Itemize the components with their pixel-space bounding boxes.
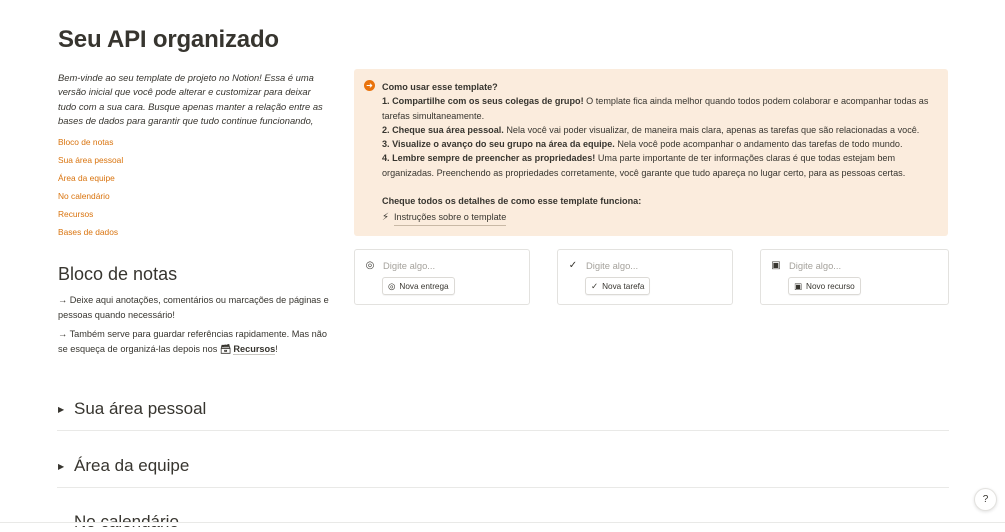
resources-mention-icon: 🗃 — [219, 343, 232, 354]
resources-input[interactable] — [769, 260, 841, 271]
notes-heading: Bloco de notas — [58, 264, 178, 284]
resources-card — [760, 249, 949, 305]
target-icon: ◎ — [365, 260, 375, 271]
callout-details — [382, 194, 936, 208]
callout-item-2-bold: 2. Cheque sua área pessoal. — [382, 124, 504, 135]
callout-item-2-text: Nela você vai poder visualizar, de maneira mais clara, apenas as tarefas que são relacionadas a você. — [503, 124, 920, 135]
callout-item-1 — [382, 94, 936, 123]
notes-paragraph-1: → Deixe aqui anotações, comentários ou marcações de páginas e pessoas quando necessário! — [58, 295, 329, 320]
target-icon: ◎ — [388, 280, 396, 291]
callout-item-4-text: Uma parte importante de ter informações claras é que todas estejam bem organizadas. Preenchendo as propriedades corretamente, você garante que tudo apareça no lugar certo, para as pessoas certas. — [382, 153, 906, 178]
window-bottom-edge — [0, 522, 1005, 526]
triangle-right-icon[interactable]: ▶ — [58, 404, 65, 414]
divider — [57, 487, 949, 488]
new-resource-button[interactable] — [788, 277, 861, 295]
new-resource-label: Novo recurso — [806, 281, 855, 291]
new-deliverable-button[interactable] — [382, 277, 455, 295]
new-deliverable-label: Nova entrega — [399, 281, 449, 291]
divider — [57, 430, 949, 431]
callout-title-text: Como usar esse template? — [382, 82, 498, 92]
notes-paragraph-2-suffix: ! — [275, 343, 278, 354]
toggle-title: Sua área pessoal — [74, 399, 207, 418]
callout-item-1-text: O template fica ainda melhor quando todos podem colaborar e acompanhar todas as tarefas simultaneamente. — [382, 96, 929, 121]
toc-link-no-calendario[interactable]: No calendário — [58, 191, 110, 201]
deliverables-card — [354, 249, 530, 305]
toc-link-bases-de-dados[interactable]: Bases de dados — [58, 227, 119, 237]
toc-link-area-da-equipe[interactable]: Área da equipe — [58, 173, 115, 183]
notes-paragraph-2-text: → Também serve para guardar referências rapidamente. Mas não se esqueça de organizá-las depois nos — [58, 329, 327, 354]
lightning-icon: ⚡ — [382, 211, 390, 223]
deliverables-placeholder: Digite algo... — [383, 260, 436, 271]
intro-text: Bem-vinde ao seu template de projeto no Notion! Essa é uma versão inicial que você pode alterar e customizar para deixar tudo com a sua cara. Busque apenas manter a relação entre as bases de dados para garantir que tudo continue funcionando, — [58, 72, 323, 127]
callout-item-4 — [382, 151, 936, 180]
table-of-contents — [58, 136, 258, 244]
callout-item-2 — [382, 123, 936, 137]
arrow-circle-icon: ➜ — [364, 80, 375, 91]
toc-link-bloco-de-notas[interactable]: Bloco de notas — [58, 137, 114, 147]
tasks-input[interactable] — [566, 260, 638, 271]
callout-item-3 — [382, 137, 936, 151]
toggle-sua-area-pessoal[interactable] — [58, 399, 948, 419]
callout-item-3-bold: 3. Visualize o avanço do seu grupo na área da equipe. — [382, 139, 615, 150]
toc-link-recursos[interactable]: Recursos — [58, 209, 94, 219]
callout-item-4-bold: 4. Lembre sempre de preencher as propriedades! — [382, 153, 596, 164]
resources-placeholder: Digite algo... — [789, 260, 842, 271]
callout-details-text: Cheque todos os detalhes de como esse template funciona: — [382, 196, 642, 207]
check-icon: ✓ — [568, 260, 578, 271]
callout-item-1-bold: 1. Compartilhe com os seus colegas de grupo! — [382, 96, 584, 107]
callout-title — [382, 80, 936, 94]
help-button[interactable]: ? — [974, 488, 997, 511]
notes-paragraph-2 — [58, 327, 330, 356]
triangle-right-icon[interactable]: ▶ — [58, 461, 65, 471]
callout-item-3-text: Nela você pode acompanhar o andamento das tarefas de todo mundo. — [614, 139, 903, 150]
deliverables-input[interactable] — [363, 260, 435, 271]
page-title: Seu API organizado — [58, 26, 279, 53]
toggle-title: Área da equipe — [74, 456, 190, 475]
archive-icon: ▣ — [771, 260, 781, 271]
resources-mention-link[interactable]: Recursos — [233, 343, 276, 354]
new-task-label: Nova tarefa — [602, 281, 645, 291]
toggle-area-da-equipe[interactable] — [58, 456, 948, 476]
tasks-card — [557, 249, 733, 305]
archive-icon: ▣ — [794, 280, 803, 291]
how-to-callout — [354, 69, 948, 236]
toc-link-sua-area-pessoal[interactable]: Sua área pessoal — [58, 155, 124, 165]
check-icon: ✓ — [591, 280, 599, 291]
new-task-button[interactable] — [585, 277, 650, 295]
tasks-placeholder: Digite algo... — [586, 260, 639, 271]
instructions-link-label: Instruções sobre o template — [394, 210, 506, 225]
instructions-link[interactable] — [382, 210, 506, 225]
